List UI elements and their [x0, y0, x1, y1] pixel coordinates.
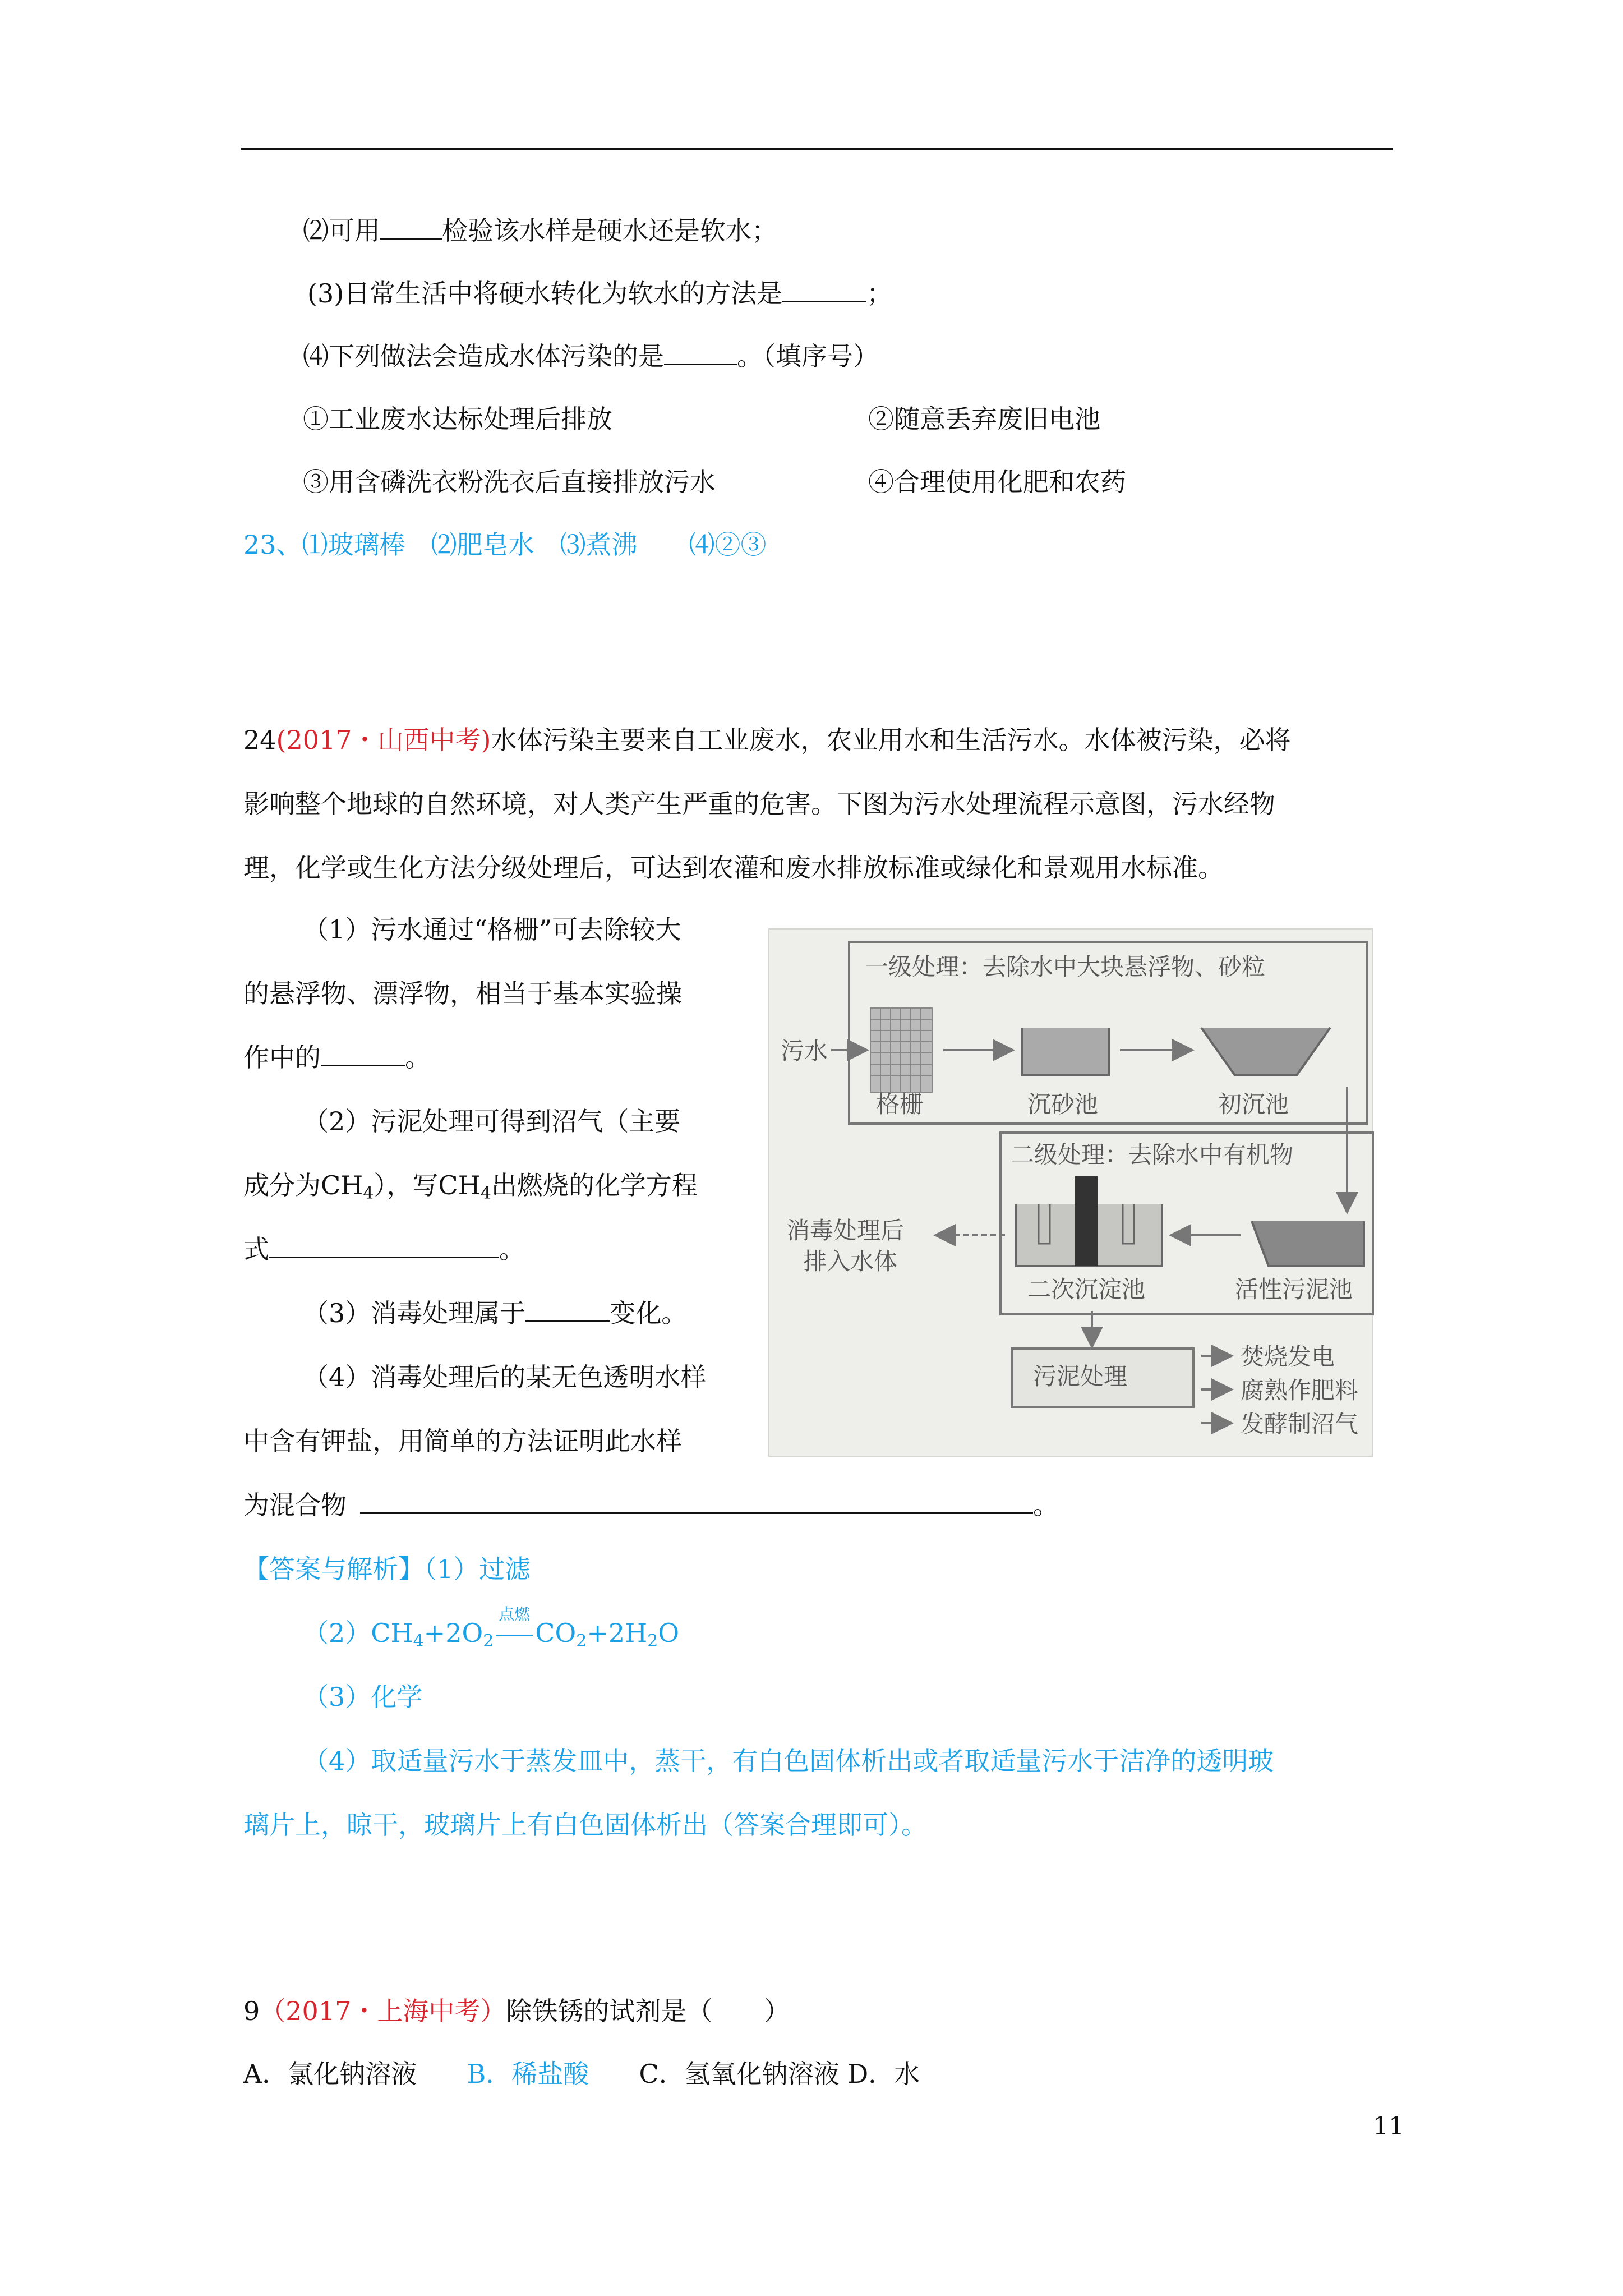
q23-option-3: ③用含磷洗衣粉洗衣后直接排放污水 [303, 467, 716, 497]
answer-blank[interactable] [269, 1234, 499, 1258]
q9-source: （2017・上海中考） [260, 1996, 506, 2026]
q23-part3-text: (3)日常生活中将硬水转化为软水的方法是 [307, 278, 783, 309]
condition-label: 点燃 [499, 1605, 531, 1623]
answer-blank[interactable] [782, 278, 866, 302]
q24-part3-text: （3）消毒处理属于 [303, 1298, 526, 1328]
q9-option-d[interactable]: D．水 [847, 2059, 920, 2089]
q24-intro-line1 [243, 724, 1291, 757]
subscript: 2 [576, 1631, 587, 1651]
wastewater-label: 污水 [781, 1037, 828, 1065]
q23-part2 [303, 214, 777, 248]
q24-intro-line3: 理，化学或生化方法分级处理后，可达到农灌和废水排放标准或绿化和景观用水标准。 [243, 853, 1224, 883]
stage1-label: 一级处理：去除水中大块悬浮物、砂粒 [865, 953, 1266, 981]
answer-label: 【答案与解析】 [243, 1554, 424, 1584]
q24-part3-end: 变化。 [610, 1298, 688, 1328]
q24-part2-text: 成分为CH [243, 1170, 363, 1200]
q9-option-c[interactable]: C．氢氧化钠溶液 [639, 2059, 840, 2089]
answer-blank[interactable] [525, 1298, 610, 1322]
q9-options [243, 2058, 920, 2091]
q24-part4-end: 。 [1033, 1490, 1059, 1520]
equation-part: CO [535, 1618, 577, 1648]
q9-option-a[interactable]: A．氯化钠溶液 [243, 2059, 417, 2089]
q24-part2-line1: （2）污泥处理可得到沼气（主要 [303, 1106, 681, 1137]
answer-blank[interactable] [664, 341, 737, 365]
equation-part: +2H [587, 1618, 648, 1648]
q23-option-2: ②随意丢弃废旧电池 [868, 404, 1100, 434]
q23-part3-text-end: ； [866, 278, 893, 309]
q24-answer-part4-line2: 璃片上，晾干，玻璃片上有白色固体析出（答案合理即可）。 [243, 1810, 927, 1840]
equation-part: （2）CH [303, 1618, 413, 1648]
answer-part1: （1）过滤 [424, 1554, 531, 1584]
q24-number: 24 [243, 725, 276, 755]
q24-part1-end: 。 [405, 1042, 431, 1073]
q9-stem-text: 除铁锈的试剂是（ ） [506, 1996, 790, 2026]
q24-part1-line1: （1）污水通过“格栅”可去除较大 [303, 914, 681, 945]
equation-part: O [658, 1618, 680, 1648]
output-2: 腐熟作肥料 [1241, 1377, 1359, 1404]
subscript: 4 [413, 1631, 424, 1651]
subscript: 4 [480, 1184, 491, 1203]
q24-answer-part3: （3）化学 [303, 1682, 423, 1712]
q9-option-b[interactable]: B．稀盐酸 [467, 2059, 589, 2089]
stage2-label: 二级处理：去除水中有机物 [1011, 1141, 1294, 1168]
q24-part2-text: 出燃烧的化学方程 [491, 1170, 698, 1200]
output-1: 焚烧发电 [1241, 1343, 1335, 1370]
q24-part4-line1: （4）消毒处理后的某无色透明水样 [303, 1362, 707, 1392]
grille-label: 格栅 [876, 1091, 924, 1118]
q9-stem [243, 1995, 790, 2028]
q23-part4-text: ⑷下列做法会造成水体污染的是 [303, 341, 664, 371]
q24-part2-line3 [243, 1233, 525, 1267]
q23-part4 [303, 340, 879, 374]
q24-answer-equation [303, 1605, 680, 1652]
q24-part1-text: 作中的 [243, 1042, 321, 1073]
subscript: 4 [363, 1184, 374, 1203]
grit-tank-label: 沉砂池 [1027, 1091, 1099, 1118]
q23-option-4: ④合理使用化肥和农药 [868, 467, 1126, 497]
header-rule [241, 148, 1393, 150]
q24-part1-line2: 的悬浮物、漂浮物，相当于基本实验操 [243, 978, 682, 1009]
activated-sludge-label: 活性污泥池 [1235, 1276, 1353, 1303]
q24-part4-text: 为混合物 [243, 1490, 347, 1520]
q24-intro-line2: 影响整个地球的自然环境，对人类产生严重的危害。下图为污水处理流程示意图，污水经物 [243, 789, 1275, 819]
q24-answer-part4-line1: （4）取适量污水于蒸发皿中，蒸干，有白色固体析出或者取适量污水于洁净的透明玻 [303, 1746, 1274, 1776]
equation-part: +2O [423, 1618, 483, 1648]
secondary-tank-label: 二次沉淀池 [1027, 1276, 1146, 1303]
reaction-condition [494, 1605, 535, 1650]
q24-answer-line1 [243, 1553, 531, 1586]
q24-part2-end: 。 [499, 1234, 525, 1264]
answer-blank[interactable] [380, 215, 442, 240]
q23-part2-text-end: 检验该水样是硬水还是软水； [442, 215, 777, 246]
output-3: 发酵制沼气 [1241, 1410, 1359, 1438]
q23-part4-text-end: 。（填序号） [737, 341, 879, 371]
q23-option-1: ①工业废水达标处理后排放 [303, 404, 612, 434]
q24-source: (2017・山西中考) [276, 725, 491, 755]
q23-part2-text: ⑵可用 [303, 215, 380, 246]
q24-intro-text: 水体污染主要来自工业废水，农业用水和生活污水。水体被污染，必将 [491, 725, 1291, 755]
q24-part2-line2 [243, 1169, 698, 1204]
reaction-arrow [496, 1635, 533, 1636]
q23-part3 [307, 277, 892, 311]
q24-part4-line2: 中含有钾盐，用简单的方法证明此水样 [243, 1426, 682, 1456]
q24-part3 [303, 1297, 687, 1331]
q9-number: 9 [243, 1996, 260, 2026]
q24-part2-text: ），写CH [374, 1170, 481, 1200]
disinfect-label-1: 消毒处理后 [786, 1217, 905, 1244]
page-number: 11 [1373, 2112, 1404, 2141]
q23-answer: 23、⑴玻璃棒 ⑵肥皂水 ⑶煮沸 ⑷②③ [243, 530, 767, 560]
disinfect-label-2: 排入水体 [803, 1248, 898, 1275]
q24-part2-text: 式 [243, 1234, 269, 1264]
q24-part1-line3 [243, 1041, 431, 1075]
sludge-label: 污泥处理 [1033, 1363, 1128, 1390]
answer-blank[interactable] [321, 1042, 405, 1066]
primary-tank-label: 初沉池 [1218, 1091, 1289, 1118]
subscript: 2 [483, 1631, 494, 1651]
q24-part4-line3 [243, 1489, 1059, 1522]
answer-blank[interactable] [360, 1490, 1033, 1514]
wastewater-flowchart [768, 928, 1373, 1457]
subscript: 2 [647, 1631, 658, 1651]
